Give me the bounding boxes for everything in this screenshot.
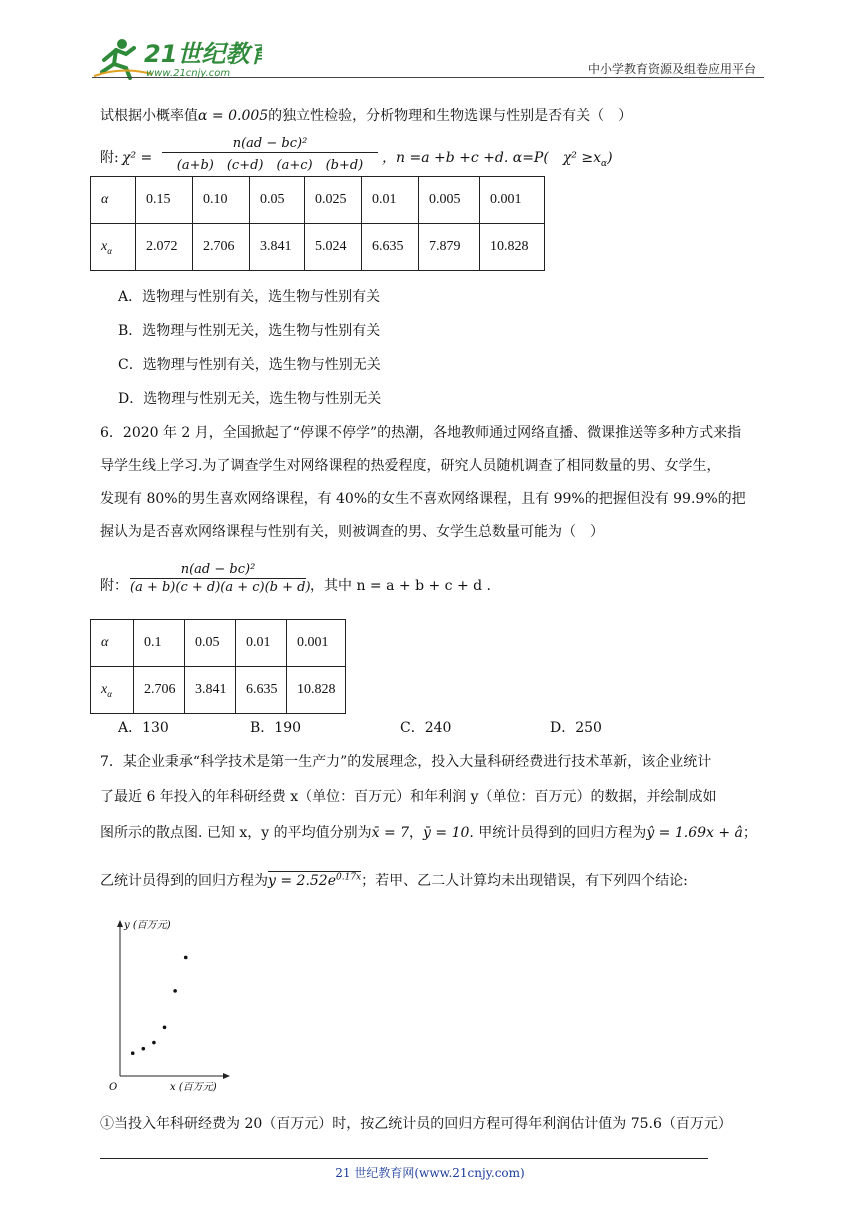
q5-critical-value-table [90,176,545,271]
q7-statement-1: ①当投入年科研经费为 20（百万元）时，按乙统计员的回归方程可得年利润估计值为 75.6（百万元） [100,1116,732,1132]
footer-divider [100,1158,708,1159]
q6-critical-value-table [90,619,346,714]
scatter-point-5 [173,989,177,993]
table-cell: 0.01 [362,177,419,224]
origin-label: O [109,1082,118,1092]
q6-formula-tail: ，其中 n = a + b + c + d . [310,578,492,594]
q6-fu-label: 附： [100,578,128,594]
scatter-point-1 [131,1051,135,1055]
y-axis-label: y (百万元) [124,920,171,931]
q5-formula-tail-end: ) [607,150,613,166]
q7-stem-line4: 乙统计员得到的回归方程为$y = 2.52e^{0.17x}$；若甲、乙二人计算均未出现错误，有下列四个结论: [100,872,688,889]
q6-option-a[interactable]: A．130 [118,720,169,736]
table-cell: 0.1 [134,620,185,667]
table-cell: 7.879 [419,224,480,271]
q6-stem-line: 导学生线上学习.为了调查学生对网络课程的热爱程度，研究人员随机调查了相同数量的男、女学生， [100,458,721,474]
q5-formula-tail [382,148,613,168]
scatter-point-3 [152,1041,156,1045]
q7-stem-line2: 了最近 6 年投入的年科研经费 x（单位：百万元）和年利润 y（单位：百万元）的数据，并绘制成如 [100,789,717,805]
q6-row-alpha-label: α [91,620,134,667]
table-cell: 5.024 [305,224,362,271]
table-cell: 3.841 [185,667,236,714]
table-cell: 0.005 [419,177,480,224]
logo-name: 21世纪教育 [144,40,262,68]
q6-formula-numerator: n(ad − bc)² [180,562,256,577]
q5-option-a[interactable]: A．选物理与性别有关，选生物与性别有关 [118,289,381,305]
q5-formula-lhs: χ² = [122,150,153,166]
table-cell: 6.635 [362,224,419,271]
table-cell: 6.635 [236,667,287,714]
x-axis-label: x (百万元) [170,1082,217,1092]
scatter-point-4 [163,1026,167,1030]
q5-formula-tail-sub: α [601,158,608,169]
table-row [91,620,346,667]
q7-regression-eq-jia: ŷ = 1.69x + â [646,825,743,841]
logo-url: www.21cnjy.com [146,68,231,79]
q5-formula-tail-text: ，n =a +b +c +d. α=P( χ² ≥x [382,150,601,166]
q5-stem-post: 的独立性检验，分析物理和生物选课与性别是否有关（ ） [268,108,633,124]
scatter-plot [104,912,234,1092]
table-cell: 0.15 [136,177,193,224]
q5-row-alpha-label: α [91,177,136,224]
q5-stem [100,106,632,126]
scatter-point-2 [142,1047,146,1051]
q5-fu-label: 附: [100,150,119,166]
runner-logo-icon [92,36,262,82]
table-cell: 0.001 [287,620,346,667]
table-cell: 3.841 [250,224,305,271]
q5-stem-pre: 试根据小概率值 [100,108,198,124]
table-cell: 0.01 [236,620,287,667]
q6-option-d[interactable]: D．250 [550,720,602,736]
q7-ybar: ȳ = 10 [423,825,470,841]
q6-stem-line: 6．2020 年 2 月，全国掀起了“停课不停学”的热潮，各地教师通过网络直播、微课推送等多种方式来指 [100,425,742,441]
table-cell: 0.025 [305,177,362,224]
q6-formula-fraction [130,562,311,595]
q6-option-b[interactable]: B．190 [250,720,302,736]
table-cell: 0.05 [185,620,236,667]
table-cell: 2.706 [193,224,250,271]
q7-stem-line3: 图所示的散点图. 已知 x，y 的平均值分别为x̄ = 7，ȳ = 10. 甲统计员得到的回归方程为ŷ = 1.69x + â； [100,825,757,841]
table-cell: 0.001 [480,177,545,224]
q5-formula-numerator: n(ad − bc)² [232,136,308,151]
q5-row-x-label: $x_\alpha$ [91,224,136,271]
q7-regression-eq-yi: $y = 2.52e^{0.17x}$ [268,872,362,889]
table-cell: 2.706 [134,667,185,714]
scatter-points [131,956,188,1055]
scatter-plot-svg [104,912,234,1092]
q6-fraction-bar [130,578,306,579]
table-cell: 2.072 [136,224,193,271]
q5-option-b[interactable]: B．选物理与性别无关，选生物与性别有关 [118,323,381,339]
q6-formula-denominator: (a + b)(c + d)(a + c)(b + d) [130,580,311,595]
footer-text[interactable]: 21 世纪教育网(www.21cnjy.com) [335,1166,525,1180]
q5-formula-denominator: (a+b) (c+d) (a+c) (b+d) [176,158,364,173]
table-cell: 10.828 [480,224,545,271]
q5-stem-alpha: α = 0.005 [198,108,269,124]
table-row [91,177,545,224]
site-logo [92,36,262,82]
scatter-point-6 [184,956,188,960]
table-cell: 0.05 [250,177,305,224]
q5-option-d[interactable]: D．选物理与性别无关，选生物与性别无关 [118,391,382,407]
q7-stem-line1: 7．某企业秉承“科学技术是第一生产力”的发展理念，投入大量科研经费进行技术革新，该企业统计 [100,754,712,770]
q5-fraction-bar [162,152,378,153]
q6-row-x-label: $x_\alpha$ [91,667,134,714]
q6-stem-line: 握认为是否喜欢网络课程与性别有关，则被调查的男、女学生总数量可能为（ ） [100,524,604,540]
q5-formula-fraction [162,136,378,173]
x-axis-arrow-icon [223,1073,230,1079]
y-axis-arrow-icon [117,920,123,927]
table-row [91,667,346,714]
table-row [91,224,545,271]
platform-name: 中小学教育资源及组卷应用平台 [587,62,756,76]
q7-xbar: x̄ = 7 [371,825,410,841]
table-cell: 0.10 [193,177,250,224]
q5-option-c[interactable]: C．选物理与性别有关，选生物与性别无关 [118,357,381,373]
q6-stem-line: 发现有 80%的男生喜欢网络课程，有 40%的女生不喜欢网络课程，且有 99%的把握但没有 99.9%的把 [100,491,746,507]
table-cell: 10.828 [287,667,346,714]
q6-option-c[interactable]: C．240 [400,720,452,736]
header-divider [92,77,764,78]
